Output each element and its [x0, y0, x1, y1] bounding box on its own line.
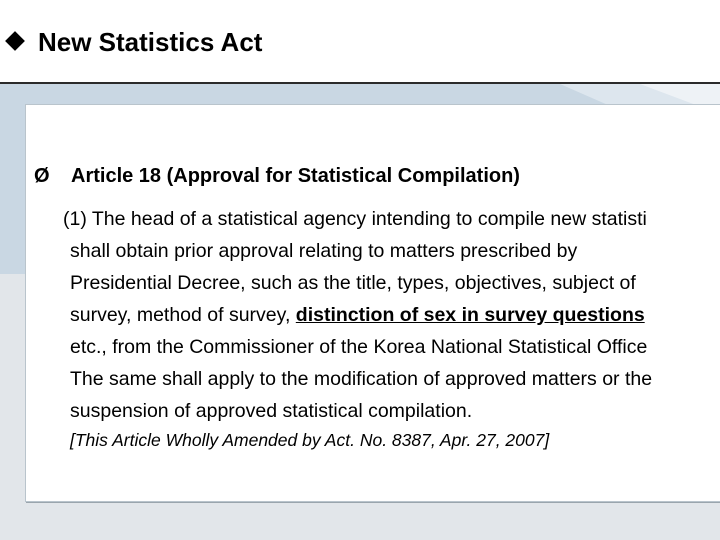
arrow-bullet-icon: Ø [34, 165, 50, 187]
article-body [63, 203, 652, 427]
diamond-bullet-icon [5, 31, 25, 51]
content-panel [25, 104, 720, 502]
article-line: shall obtain prior approval relating to matters prescribed by [70, 240, 578, 262]
article-line: The same shall apply to the modification of approved matters or the [70, 368, 653, 390]
article-line-text: survey, method of survey, [70, 304, 296, 326]
amendment-citation: [This Article Wholly Amended by Act. No. 8387, Apr. 27, 2007] [70, 430, 550, 450]
emphasized-phrase: distinction of sex in survey questions [295, 304, 645, 326]
article-line: Presidential Decree, such as the title, types, objectives, subject of [70, 272, 636, 294]
article-line [63, 299, 652, 331]
article-line: (1) The head of a statistical agency intending to compile new statisti [63, 208, 647, 230]
article-line: etc., from the Commissioner of the Korea National Statistical Office [70, 336, 648, 358]
title-bar [0, 0, 720, 84]
page-title: New Statistics Act [38, 27, 263, 57]
article-line: suspension of approved statistical compilation. [70, 400, 473, 422]
article-heading: Article 18 (Approval for Statistical Compilation) [71, 165, 520, 187]
